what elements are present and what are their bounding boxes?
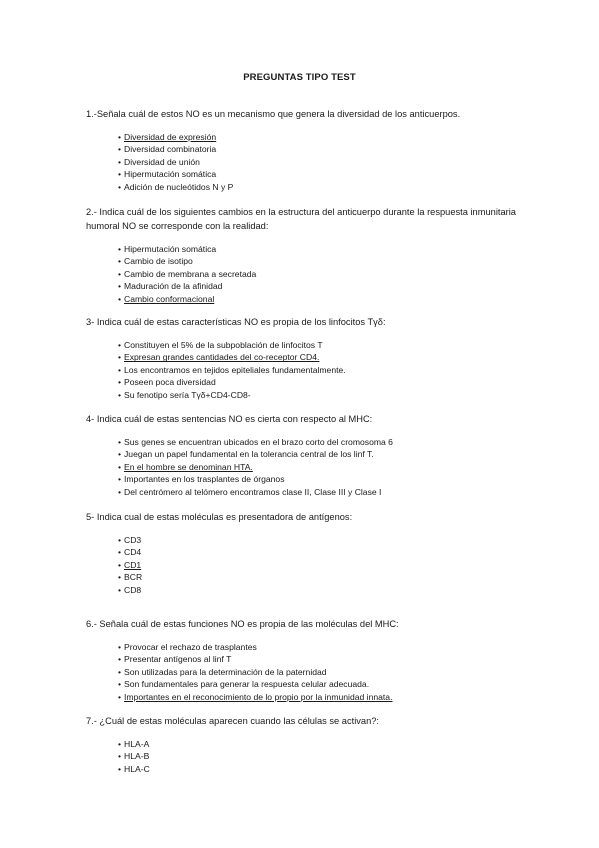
option-item: • Juegan un papel fundamental en la tolerancia central de los linf T. [118,449,374,460]
option-item: • HLA-A [118,739,150,749]
question-text: 4- Indica cuál de estas sentencias NO es cierta con respecto al MHC: [86,414,373,424]
option-list [86,436,526,498]
option-item: • En el hombre se denominan HTA. [118,461,253,472]
option-text: Diversidad de expresión [124,132,217,142]
option-item: • Maduración de la afinidad [118,281,223,292]
option-item: • Los encontramos en tejidos epiteliales fundamentalmente. [118,364,346,375]
option-item: • Diversidad de expresión [118,132,217,142]
option-item: • Cambio conformacional [118,293,215,304]
option-text: CD8 [124,584,142,595]
question-2 [86,205,526,305]
question-text: 2.- Indica cuál de los siguientes cambios en la estructura del anticuerpo durante la respuesta inmunitaria humoral NO se corresponde con la realidad: [86,207,516,231]
option-text: Importantes en los trasplantes de órganos [124,474,285,485]
question-4 [86,412,526,498]
option-text: Cambio de membrana a secretada [124,268,257,279]
option-item: • Presentar antígenos al linf T [118,654,232,665]
option-text: Poseen poca diversidad [124,377,216,388]
question-5 [86,510,526,596]
option-list [86,641,526,703]
option-text: Constituyen el 5% de la subpoblación de linfocitos T [124,340,323,350]
option-item: • CD3 [118,535,142,545]
question-text: 5- Indica cual de estas moléculas es presentadora de antígenos: [86,512,353,522]
option-item: • Hipermutación somática [118,244,217,254]
option-text: Del centrómero al telómero encontramos clase II, Clase III y Clase I [124,486,382,497]
option-text: Hipermutación somática [124,244,217,254]
option-text: Son fundamentales para generar la respuesta celular adecuada. [124,679,370,690]
option-item: • HLA-C [118,763,150,774]
option-text: BCR [124,572,143,583]
option-text: Maduración de la afinidad [124,281,223,292]
option-text: HLA-A [124,739,150,749]
option-text: Cambio conformacional [124,293,215,304]
option-text: Hipermutación somática [124,169,217,180]
question-6 [86,617,526,703]
option-text: Expresan grandes cantidades del co-receptor CD4. [124,352,320,363]
option-text: CD3 [124,535,142,545]
option-item: • Del centrómero al telómero encontramos clase II, Clase III y Clase I [118,486,382,497]
option-item: • Poseen poca diversidad [118,377,216,388]
option-text: Juegan un papel fundamental en la tolerancia central de los linf T. [124,449,374,460]
option-text: En el hombre se denominan HTA. [124,461,253,472]
option-text: CD1 [124,559,142,570]
option-text: HLA-B [124,751,150,762]
option-item: • CD8 [118,584,142,595]
option-item: • Diversidad combinatoria [118,144,217,155]
question-text: 1.-Señala cuál de estos NO es un mecanismo que genera la diversidad de los anticuerpos. [86,109,461,119]
option-item: • Su fenotipo sería Tγδ+CD4-CD8- [118,389,251,400]
question-text: 6.- Señala cuál de estas funciones NO es propia de las moléculas del MHC: [86,619,399,629]
option-item: • HLA-B [118,751,150,762]
question-7 [86,714,526,775]
question-3 [86,315,526,401]
option-item: • Diversidad de unión [118,156,200,167]
option-item: • Importantes en los trasplantes de órganos [118,474,285,485]
option-text: HLA-C [124,763,150,774]
option-text: Cambio de isotipo [124,256,193,267]
option-list [86,738,526,775]
option-item: • Cambio de membrana a secretada [118,268,257,279]
option-list [86,243,526,305]
option-item: • Expresan grandes cantidades del co-receptor CD4. [118,352,320,363]
option-list [86,534,526,596]
question-text: 7.- ¿Cuál de estas moléculas aparecen cuando las células se activan?: [86,716,380,726]
option-item: • Sus genes se encuentran ubicados en el brazo corto del cromosoma 6 [118,437,393,447]
option-item: • CD1 [118,559,142,570]
question-text: 3- Indica cuál de estas características NO es propia de los linfocitos Tγδ: [86,317,386,327]
option-text: Son utilizadas para la determinación de la paternidad [124,666,327,677]
option-item: • Son utilizadas para la determinación de la paternidad [118,666,327,677]
option-text: Importantes en el reconocimiento de lo propio por la inmunidad innata. [124,691,393,702]
page-title: PREGUNTAS TIPO TEST [243,72,356,83]
option-text: Diversidad de unión [124,156,200,167]
option-text: Diversidad combinatoria [124,144,217,155]
option-text: Sus genes se encuentran ubicados en el brazo corto del cromosoma 6 [124,437,393,447]
option-item: • Importantes en el reconocimiento de lo propio por la inmunidad innata. [118,691,393,702]
option-text: Provocar el rechazo de trasplantes [124,642,257,652]
option-item: • Hipermutación somática [118,169,217,180]
option-list [86,339,526,401]
option-text: CD4 [124,547,142,558]
option-item: • CD4 [118,547,142,558]
option-text: Presentar antígenos al linf T [124,654,232,665]
option-item: • Adición de nucleótidos N y P [118,181,234,192]
option-item: • BCR [118,572,143,583]
option-text: Su fenotipo sería Tγδ+CD4-CD8- [124,389,251,400]
option-list [86,131,526,193]
option-text: Adición de nucleótidos N y P [124,181,234,192]
option-item: • Son fundamentales para generar la respuesta celular adecuada. [118,679,370,690]
option-item: • Constituyen el 5% de la subpoblación de linfocitos T [118,340,323,350]
question-1 [86,107,526,193]
option-item: • Cambio de isotipo [118,256,193,267]
option-text: Los encontramos en tejidos epiteliales fundamentalmente. [124,364,346,375]
option-item: • Provocar el rechazo de trasplantes [118,642,257,652]
